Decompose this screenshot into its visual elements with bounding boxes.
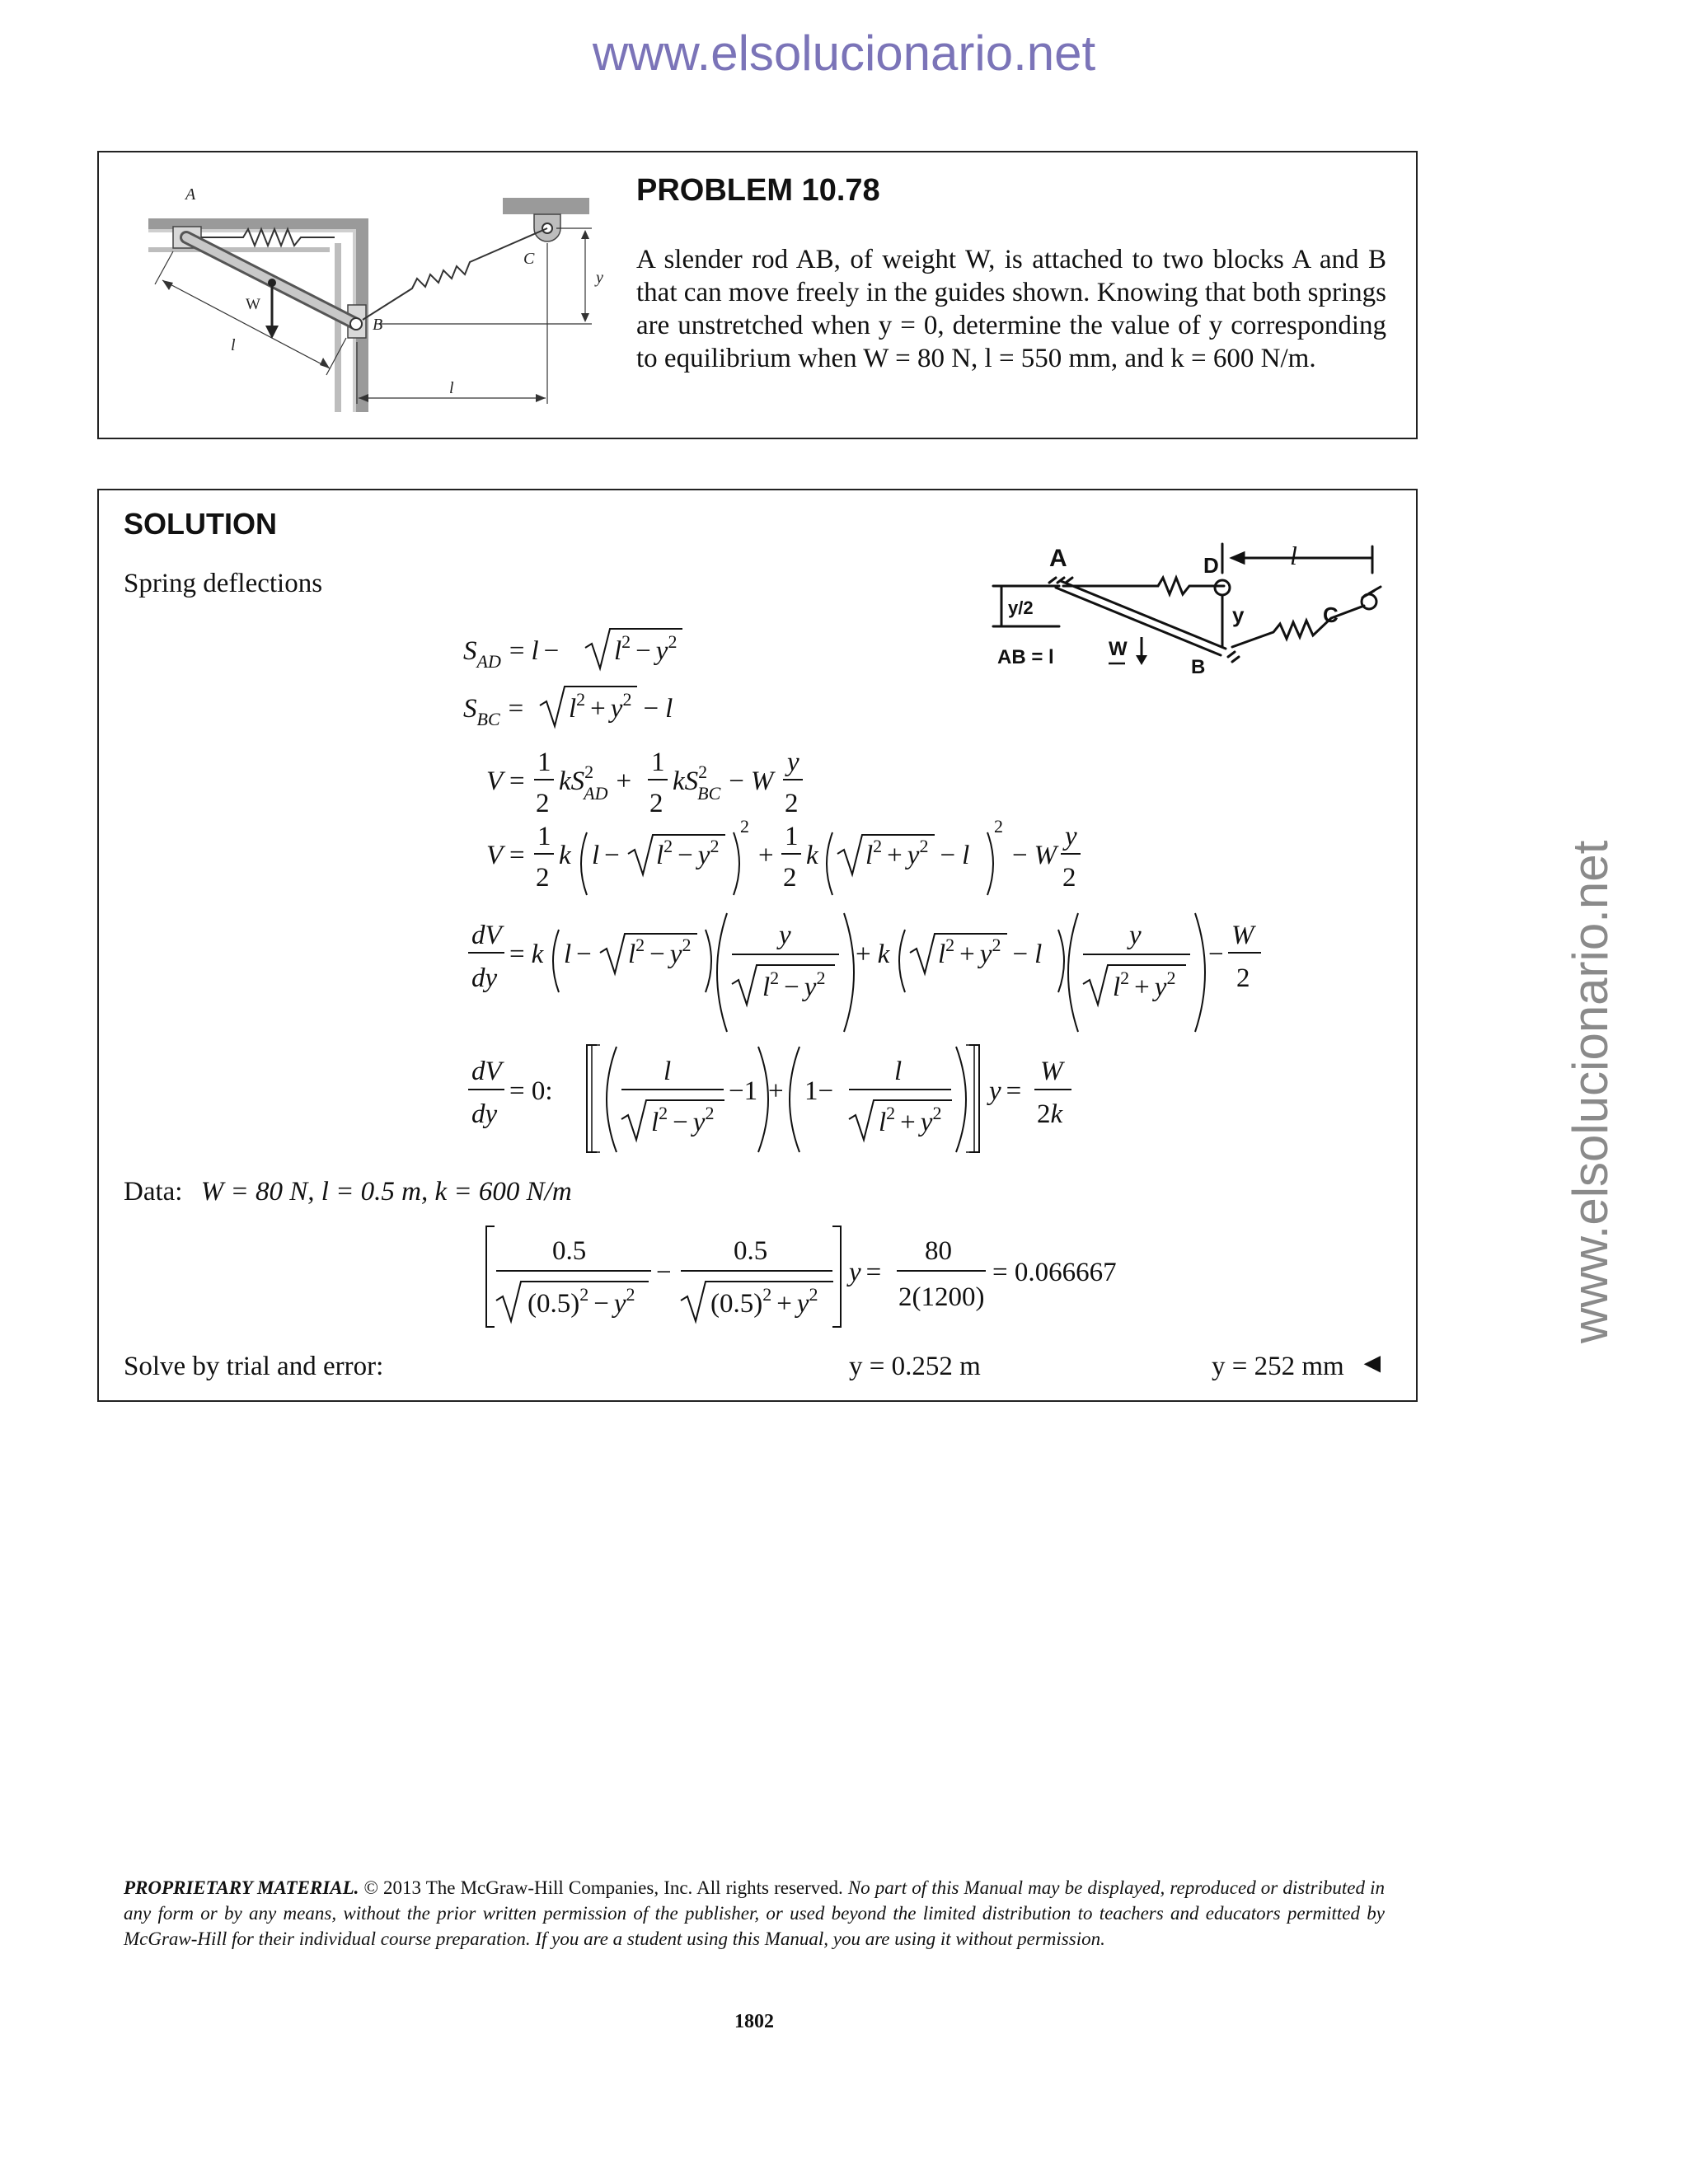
footer-italic: No part of this Manual may be displayed, reproduced or distributed in any form or by any means, without the prior written permission of the publisher, or used beyond the limited distribution to teachers and educators permitted by McGraw-Hill for their individual course preparation. If you are a student using this Manual, you are using it without permission.: [124, 1877, 1385, 1949]
svg-text:+k: + k: [856, 940, 890, 969]
fig-label-w: W: [246, 296, 260, 313]
svg-text:2k: 2k: [1037, 1099, 1063, 1129]
svg-text:1−: 1−: [804, 1076, 834, 1106]
svg-text:l: l: [894, 1057, 903, 1086]
sketch-label-b: B: [1191, 656, 1206, 678]
svg-text:V: V: [486, 766, 504, 796]
sketch-label-ab: AB = l: [997, 646, 1054, 668]
svg-text:l2−y2: $l^2 - y^2$: [651, 1103, 715, 1137]
svg-text:SAD=l−: $S_{AD} = l$ −: [463, 636, 560, 672]
fig-label-y: y: [596, 269, 603, 287]
svg-text:kS2BC−W: $kS^2$ BC − W: [673, 762, 774, 804]
watermark-top[interactable]: www.elsolucionario.net: [592, 26, 1096, 81]
svg-text:0.5: 0.5: [734, 1236, 768, 1266]
result-meters: y = 0.252 m: [849, 1352, 981, 1381]
svg-text:1: 1: [537, 822, 551, 851]
svg-text:2: 2: [536, 863, 550, 893]
fig-label-b: B: [373, 316, 383, 334]
fig-label-l2: l: [449, 379, 454, 397]
svg-text:= 0.066667: = 0.066667: [992, 1258, 1117, 1287]
svg-text:l2+y2−l: $l^2 + y^2 - l$: [938, 935, 1043, 969]
svg-text:kS2AD+: $kS^2$ AD +: [559, 762, 632, 804]
svg-text:−: −: [1208, 940, 1224, 969]
svg-text:2: 2: [740, 816, 749, 837]
svg-text:V: V: [486, 841, 504, 870]
svg-text:y: y: [779, 921, 791, 950]
svg-text:l2+y2: $l^2 + y^2$: [1113, 968, 1176, 1002]
svg-text:+: +: [758, 841, 774, 870]
sketch-label-y2: y/2: [1008, 598, 1034, 618]
sketch-label-d: D: [1203, 553, 1219, 578]
problem-text: A slender rod AB, of weight W, is attached to two blocks A and B that can move freely in the guides shown. Knowing that both springs are unstretched when y = 0, determine the value of y corresponding to equilibrium when W = 80 N, l = 550 mm, and k = 600 N/m.: [636, 245, 1386, 373]
data-label: [124, 1177, 572, 1207]
svg-text:k: k: [806, 841, 818, 870]
result-millimeters: y = 252 mm: [1212, 1352, 1344, 1381]
svg-text:y: y: [787, 748, 799, 777]
svg-text:y: y: [1065, 822, 1077, 851]
fig-label-c: C: [523, 250, 535, 268]
svg-text:y: y: [1129, 921, 1142, 950]
sketch-label-y: y: [1232, 602, 1245, 627]
svg-text:2(1200): 2(1200): [898, 1282, 985, 1312]
footer-bold: PROPRIETARY MATERIAL.: [124, 1877, 359, 1898]
page-number: 1802: [734, 2011, 774, 2032]
svg-text:2: 2: [783, 863, 797, 893]
svg-text:l2+y2: $l^2 + y^2$: [879, 1103, 942, 1137]
svg-text:−W: − W: [1012, 841, 1057, 870]
svg-text:l2+y2−l: $l^2 + y^2 - l$: [865, 836, 970, 870]
solve-label: Solve by trial and error:: [124, 1352, 384, 1381]
svg-text:2: 2: [994, 816, 1003, 837]
watermark-side: www.elsolucionario.net: [1563, 840, 1618, 1343]
svg-text:dy: dy: [471, 963, 498, 993]
result-marker: ◄: [1358, 1348, 1386, 1379]
svg-text:dV: dV: [471, 1057, 502, 1086]
problem-title: PROBLEM 10.78: [636, 173, 880, 208]
svg-text:=: =: [509, 841, 525, 870]
sketch-label-l: l: [1290, 541, 1297, 570]
svg-text:=k: = k: [509, 940, 544, 969]
data-values: W = 80 N, l = 0.5 m, k = 600 N/m: [200, 1177, 572, 1207]
spring-deflections-label: Spring deflections: [124, 569, 323, 598]
svg-text:=: =: [509, 766, 525, 796]
svg-text:2: 2: [536, 789, 550, 818]
svg-text:W: W: [1231, 921, 1254, 950]
svg-text:y=: y =: [989, 1076, 1022, 1106]
svg-text:−1: −1: [729, 1076, 758, 1106]
svg-text:l−: l −: [592, 841, 620, 870]
svg-text:1: 1: [651, 748, 665, 777]
svg-text:dy: dy: [471, 1099, 498, 1129]
data-label-text: Data:: [124, 1177, 183, 1207]
svg-text:l2−y2: $l^2 - y^2$: [628, 935, 692, 969]
svg-text:y=: y =: [849, 1258, 882, 1287]
sketch-label-c: C: [1323, 602, 1339, 627]
svg-text:k: k: [559, 841, 571, 870]
svg-text:1: 1: [537, 748, 551, 777]
svg-text:= 0:: = 0:: [509, 1076, 553, 1106]
footer-proprietary: [124, 1875, 1385, 1952]
fig-label-a: A: [185, 185, 196, 204]
svg-text:1: 1: [785, 822, 799, 851]
svg-text:l2−y2: $l^2 - y^2$: [656, 836, 720, 870]
svg-text:(0.5)2−y2: $(0.5)^2 - y^2$: [528, 1284, 635, 1319]
svg-text:(0.5)2+y2: $(0.5)^2 + y^2$: [710, 1284, 818, 1319]
svg-text:l2−y2: $l^2 - y^2$: [762, 968, 826, 1002]
svg-text:80: 80: [925, 1236, 952, 1266]
svg-text:2: 2: [785, 789, 799, 818]
svg-text:l−: l −: [564, 940, 592, 969]
svg-text:2: 2: [1236, 963, 1250, 993]
svg-text:dV: dV: [471, 921, 502, 950]
svg-text:W: W: [1040, 1057, 1063, 1086]
svg-text:l2−y2: $l^2 - y^2$: [614, 631, 678, 666]
svg-text:l: l: [663, 1057, 672, 1086]
footer-normal: © 2013 The McGraw-Hill Companies, Inc. All rights reserved.: [359, 1877, 848, 1898]
svg-text:2: 2: [1062, 863, 1076, 893]
solution-title: SOLUTION: [124, 507, 277, 541]
fig-label-l1: l: [231, 336, 236, 354]
svg-text:2: 2: [649, 789, 663, 818]
sketch-label-a: A: [1049, 545, 1067, 572]
svg-text:SBC=: $S_{BC}$ =: [463, 694, 524, 729]
svg-text:+: +: [768, 1076, 784, 1106]
sketch-label-w: W: [1109, 638, 1128, 660]
svg-text:−: −: [656, 1258, 672, 1287]
svg-text:0.5: 0.5: [552, 1236, 587, 1266]
svg-text:l2+y2−l: $l^2 + y^2 - l$: [569, 689, 673, 724]
